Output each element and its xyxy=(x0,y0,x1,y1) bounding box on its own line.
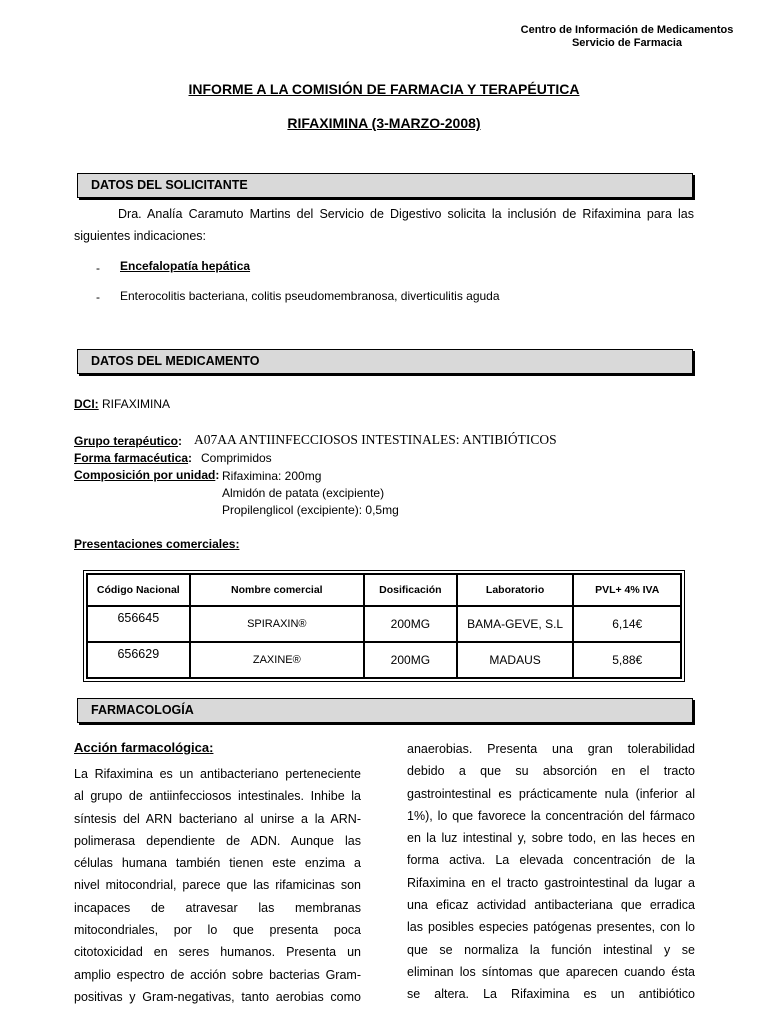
composicion-colon: : xyxy=(215,468,220,482)
solicitante-text xyxy=(74,203,694,247)
paragraph-line: amplio espectro de acción sobre bacterias Gram- xyxy=(74,967,361,982)
cell-codigo: 656629 xyxy=(87,642,190,678)
paragraph-line: debido a que su absorción en el tracto xyxy=(407,764,695,779)
col-header-pvl: PVL+ 4% IVA xyxy=(573,574,681,606)
composicion-item: Almidón de patata (excipiente) xyxy=(222,486,385,500)
cell-codigo: 656645 xyxy=(87,606,190,642)
report-subtitle: RIFAXIMINA (3-MARZO-2008) xyxy=(287,115,481,131)
forma-label: Forma farmacéutica xyxy=(74,451,189,465)
paragraph-line: en la luz intestinal y, sobre todo, en las heces en xyxy=(407,831,695,846)
farmacologia-column-left xyxy=(74,763,361,1008)
col-header-dosificacion: Dosificación xyxy=(364,574,457,606)
section-heading-solicitante: DATOS DEL SOLICITANTE xyxy=(77,173,693,198)
grupo-colon: : xyxy=(178,434,183,448)
col-header-nombre: Nombre comercial xyxy=(190,574,364,606)
paragraph-line: 1%), lo que favorece la concentración del fármaco xyxy=(407,808,695,823)
paragraph-line: citotoxicidad en seres humanos. Presenta un xyxy=(74,945,361,960)
cell-dosificacion: 200MG xyxy=(364,642,457,678)
grupo-value: A07AA ANTIINFECCIOSOS INTESTINALES: ANTIBIÓTICOS xyxy=(194,432,557,447)
cell-pvl: 5,88€ xyxy=(573,642,681,678)
paragraph-line: nivel mitocondrial, parece que las rifamicinas son xyxy=(74,878,361,893)
bullet-dash: - xyxy=(96,261,100,275)
cell-dosificacion: 200MG xyxy=(364,606,457,642)
paragraph-line: eliminan los síntomas que aparecen cuando ésta xyxy=(407,964,695,979)
dci-value: RIFAXIMINA xyxy=(102,397,171,411)
presentaciones-colon: : xyxy=(235,537,240,551)
cell-nombre: SPIRAXIN® xyxy=(190,606,364,642)
cell-laboratorio: MADAUS xyxy=(457,642,574,678)
indication-item: Encefalopatía hepática xyxy=(120,259,251,273)
institution-header xyxy=(512,24,742,50)
paragraph-line: las posibles especies patógenas presentes, con lo xyxy=(407,920,695,935)
paragraph-line: mitocondriales, por lo que presenta poca xyxy=(74,923,361,938)
paragraph-line: polimerasa dependiente de ADN. Aunque las xyxy=(74,833,361,848)
paragraph-line: células humana también tienen este enzima a xyxy=(74,856,361,871)
accion-heading xyxy=(74,740,213,755)
composicion-label: Composición por unidad xyxy=(74,468,216,482)
paragraph-line: incapaces de atravesar las membranas xyxy=(74,900,361,915)
institution-name: Centro de Información de Medicamentos xyxy=(520,24,734,36)
paragraph-line: que se normaliza la función intestinal y se xyxy=(407,942,695,957)
solicitante-line-1: Dra. Analía Caramuto Martins del Servicio de Digestivo solicita la inclusión de Rifaximina para las xyxy=(118,207,694,221)
cell-laboratorio: BAMA-GEVE, S.L xyxy=(457,606,574,642)
accion-colon: : xyxy=(209,740,214,755)
table-row xyxy=(87,606,681,642)
paragraph-line: una eficaz actividad antibacteriana que erradica xyxy=(407,898,695,913)
presentaciones-label: Presentaciones comerciales xyxy=(74,537,236,551)
composicion-item: Propilenglicol (excipiente): 0,5mg xyxy=(222,503,399,517)
forma-value: Comprimidos xyxy=(201,451,272,465)
forma-row xyxy=(74,451,192,465)
farmacologia-column-right xyxy=(407,738,695,1006)
cell-nombre: ZAXINE® xyxy=(190,642,364,678)
col-header-codigo: Código Nacional xyxy=(87,574,190,606)
dci-label: DCI: xyxy=(74,397,99,411)
paragraph-line: positivas y Gram-negativas, tanto aerobias como xyxy=(74,989,361,1004)
forma-colon: : xyxy=(188,451,193,465)
presentaciones-table xyxy=(86,573,682,679)
indication-item: Enterocolitis bacteriana, colitis pseudomembranosa, diverticulitis aguda xyxy=(120,289,500,303)
paragraph-line: síntesis del ARN bacteriano al unirse a la ARN- xyxy=(74,811,361,826)
composicion-row xyxy=(74,468,219,482)
presentaciones-heading xyxy=(74,537,239,551)
solicitante-line-2: siguientes indicaciones: xyxy=(74,229,207,243)
accion-label: Acción farmacológica xyxy=(74,740,210,755)
table-row xyxy=(87,642,681,678)
grupo-row xyxy=(74,434,182,448)
paragraph-line: gastrointestinal es prácticamente nula (inferior al xyxy=(407,786,695,801)
composicion-list xyxy=(222,468,399,519)
bullet-dash: - xyxy=(96,290,100,304)
section-heading-medicamento: DATOS DEL MEDICAMENTO xyxy=(77,349,693,374)
paragraph-line: anaerobias. Presenta una gran tolerabilidad xyxy=(407,742,695,756)
paragraph-line: se altera. La Rifaximina es un antibiótico xyxy=(407,987,695,1002)
col-header-laboratorio: Laboratorio xyxy=(457,574,574,606)
composicion-item: Rifaximina: 200mg xyxy=(222,469,322,483)
grupo-label: Grupo terapéutico xyxy=(74,434,179,448)
department-name: Servicio de Farmacia xyxy=(571,37,683,49)
section-heading-farmacologia: FARMACOLOGÍA xyxy=(77,698,693,723)
paragraph-line: forma activa. La elevada concentración de la xyxy=(407,853,695,868)
paragraph-line: al grupo de antiinfecciosos intestinales. Inhibe la xyxy=(74,789,361,804)
report-title: INFORME A LA COMISIÓN DE FARMACIA Y TERAPÉUTICA xyxy=(188,81,580,97)
dci-row xyxy=(74,397,170,411)
table-header-row xyxy=(87,574,681,606)
paragraph-line: Rifaximina en el tracto gastrointestinal da lugar a xyxy=(407,875,695,890)
paragraph-line: La Rifaximina es un antibacteriano perteneciente xyxy=(74,767,361,781)
cell-pvl: 6,14€ xyxy=(573,606,681,642)
